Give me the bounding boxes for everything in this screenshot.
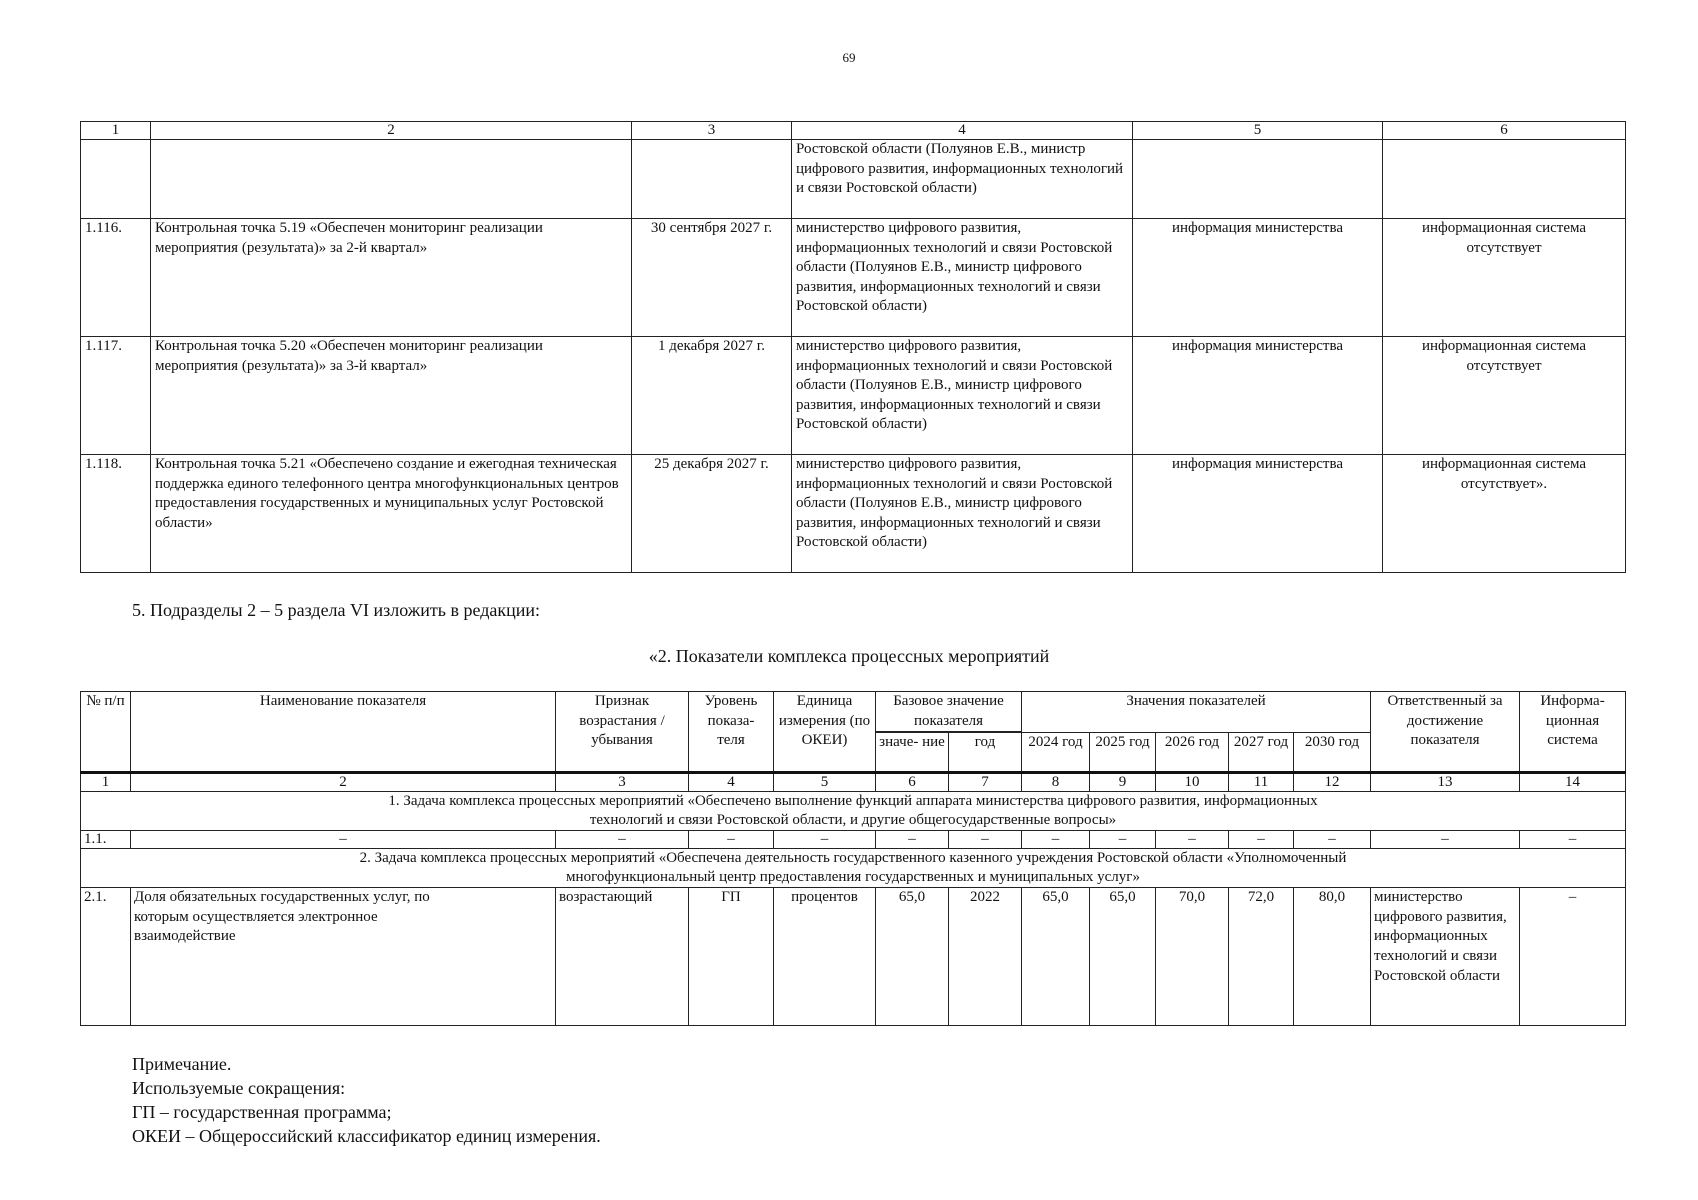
task-2-title: 2. Задача комплекса процессных мероприятий «Обеспечена деятельность государственного казенного учреждения Ростовской области «Уполномоченный многофункциональный центр предоставления государственных и муниципальных услуг» (81, 849, 1626, 888)
column-numbers-row (81, 773, 1626, 792)
information-system (1383, 140, 1626, 219)
row-number: 2.1. (81, 888, 131, 1026)
column-number: 4 (689, 773, 774, 792)
task-row (81, 792, 1626, 831)
control-points-table (80, 121, 1626, 573)
control-point-name: Контрольная точка 5.19 «Обеспечен мониторинг реализации мероприятия (результата)» за 2-й квартал» (151, 219, 632, 337)
table-header-row (81, 692, 1626, 732)
table-row (81, 219, 1626, 337)
note-title: Примечание. (132, 1054, 232, 1074)
task-row (81, 849, 1626, 888)
cell-dash: – (131, 831, 556, 849)
note-abbreviations: Используемые сокращения: (132, 1078, 346, 1098)
indicator-unit: процентов (774, 888, 876, 1026)
indicator-level: ГП (689, 888, 774, 1026)
cell-dash: – (1520, 831, 1626, 849)
header-level: Уровень показа- теля (689, 692, 774, 773)
control-point-date: 30 сентября 2027 г. (632, 219, 792, 337)
column-number: 2 (131, 773, 556, 792)
column-number: 3 (632, 122, 792, 140)
information-system: информационная система отсутствует (1383, 337, 1626, 455)
notes-block (132, 1052, 601, 1148)
table-row (81, 337, 1626, 455)
table-row (81, 455, 1626, 573)
header-unit: Единица измерения (по ОКЕИ) (774, 692, 876, 773)
note-gp: ГП – государственная программа; (132, 1102, 392, 1122)
column-number: 5 (774, 773, 876, 792)
header-trend: Признак возрастания / убывания (556, 692, 689, 773)
information-system: информационная система отсутствует (1383, 219, 1626, 337)
indicator-responsible: министерство цифрового развития, информационных технологий и связи Ростовской области (1371, 888, 1520, 1026)
document-source: информация министерства (1133, 337, 1383, 455)
cell-dash: – (556, 831, 689, 849)
information-system: информационная система отсутствует». (1383, 455, 1626, 573)
header-year: 2026 год (1156, 733, 1229, 773)
column-number: 1 (81, 122, 151, 140)
document-source: информация министерства (1133, 219, 1383, 337)
column-number: 6 (1383, 122, 1626, 140)
cell-dash: – (1090, 831, 1156, 849)
header-indicator-name: Наименование показателя (131, 692, 556, 773)
column-number: 14 (1520, 773, 1626, 792)
row-number (81, 140, 151, 219)
cell-dash: – (949, 831, 1022, 849)
value-2030: 80,0 (1294, 888, 1371, 1026)
header-num: № п/п (81, 692, 131, 773)
value-2024: 65,0 (1022, 888, 1090, 1026)
task-1-title: 1. Задача комплекса процессных мероприятий «Обеспечено выполнение функций аппарата министерства цифрового развития, информационных технологий и связи Ростовской области, и другие общегосударственные вопросы» (81, 792, 1626, 831)
header-year: 2025 год (1090, 733, 1156, 773)
header-information-system: Информа- ционная система (1520, 692, 1626, 773)
indicator-name: Доля обязательных государственных услуг, по которым осуществляется электронное взаимодействие (131, 888, 556, 1026)
row-number: 1.1. (81, 831, 131, 849)
column-number: 7 (949, 773, 1022, 792)
cell-dash: – (774, 831, 876, 849)
row-number: 1.116. (81, 219, 151, 337)
header-year: 2024 год (1022, 733, 1090, 773)
row-number: 1.118. (81, 455, 151, 573)
base-year: 2022 (949, 888, 1022, 1026)
note-okei: ОКЕИ – Общероссийский классификатор единиц измерения. (132, 1126, 601, 1146)
header-indicator-values: Значения показателей (1022, 692, 1371, 733)
table-row (81, 831, 1626, 849)
document-source: информация министерства (1133, 455, 1383, 573)
column-number: 9 (1090, 773, 1156, 792)
cell-dash: – (876, 831, 949, 849)
header-base-value: Базовое значение показателя (876, 692, 1022, 732)
header-base-year: год (949, 733, 1022, 773)
header-year: 2030 год (1294, 733, 1371, 773)
column-number: 8 (1022, 773, 1090, 792)
indicator-information-system: – (1520, 888, 1626, 1026)
table-row (81, 140, 1626, 219)
value-2027: 72,0 (1229, 888, 1294, 1026)
control-point-name: Контрольная точка 5.21 «Обеспечено создание и ежегодная техническая поддержка единого телефонного центра многофункциональных центров предоставления государственных и муниципальных услуг Ростовской области» (151, 455, 632, 573)
header-responsible: Ответственный за достижение показателя (1371, 692, 1520, 773)
control-point-date (632, 140, 792, 219)
value-2026: 70,0 (1156, 888, 1229, 1026)
cell-dash: – (1022, 831, 1090, 849)
control-point-name (151, 140, 632, 219)
column-number: 10 (1156, 773, 1229, 792)
cell-dash: – (1294, 831, 1371, 849)
column-number: 5 (1133, 122, 1383, 140)
amendment-paragraph: 5. Подразделы 2 – 5 раздела VI изложить в редакции: (132, 600, 540, 620)
cell-dash: – (689, 831, 774, 849)
column-number: 3 (556, 773, 689, 792)
header-year: 2027 год (1229, 733, 1294, 773)
column-number: 4 (792, 122, 1133, 140)
control-point-date: 1 декабря 2027 г. (632, 337, 792, 455)
cell-dash: – (1229, 831, 1294, 849)
column-number: 6 (876, 773, 949, 792)
column-number: 13 (1371, 773, 1520, 792)
control-point-date: 25 декабря 2027 г. (632, 455, 792, 573)
responsible-executor: Ростовской области (Полуянов Е.В., министр цифрового развития, информационных технологий и связи Ростовской области) (792, 140, 1133, 219)
value-2025: 65,0 (1090, 888, 1156, 1026)
document-source (1133, 140, 1383, 219)
row-number: 1.117. (81, 337, 151, 455)
cell-dash: – (1371, 831, 1520, 849)
indicators-table (80, 691, 1626, 1026)
control-point-name: Контрольная точка 5.20 «Обеспечен мониторинг реализации мероприятия (результата)» за 3-й квартал» (151, 337, 632, 455)
section-heading: «2. Показатели комплекса процессных мероприятий (648, 646, 1050, 666)
responsible-executor: министерство цифрового развития, информационных технологий и связи Ростовской области (Полуянов Е.В., министр цифрового развития, информационных технологий и связи Ростовской области) (792, 455, 1133, 573)
responsible-executor: министерство цифрового развития, информационных технологий и связи Ростовской области (Полуянов Е.В., министр цифрового развития, информационных технологий и связи Ростовской области) (792, 337, 1133, 455)
table-header-row (81, 122, 1626, 140)
header-base-value-cell: значе- ние (876, 733, 949, 773)
column-number: 1 (81, 773, 131, 792)
responsible-executor: министерство цифрового развития, информационных технологий и связи Ростовской области (Полуянов Е.В., министр цифрового развития, информационных технологий и связи Ростовской области) (792, 219, 1133, 337)
column-number: 12 (1294, 773, 1371, 792)
column-number: 11 (1229, 773, 1294, 792)
cell-dash: – (1156, 831, 1229, 849)
base-value: 65,0 (876, 888, 949, 1026)
page-number: 69 (842, 50, 856, 65)
table-row (81, 888, 1626, 1026)
column-number: 2 (151, 122, 632, 140)
indicator-trend: возрастающий (556, 888, 689, 1026)
